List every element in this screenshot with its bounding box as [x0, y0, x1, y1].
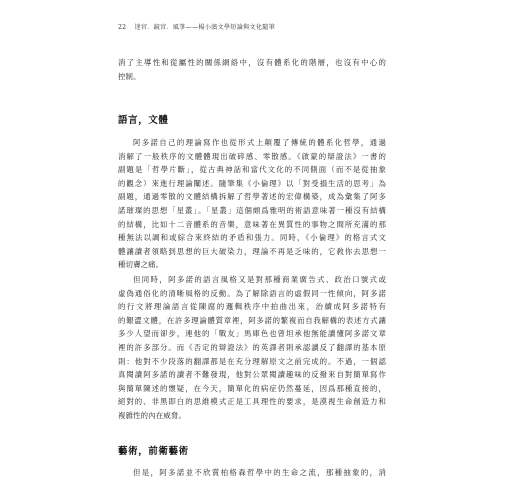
- text-line: 多少人望而卻步，連他的「戰友」馬庫色也曾坦承他無能讀懂阿多諾文章: [118, 329, 386, 339]
- text-line: 真閱讀阿多諾的讀者不難發現，他對公眾閱讀趣味的反撥來自對簡單寫作: [118, 370, 386, 380]
- text-line: 種切膚之痛。: [118, 260, 164, 270]
- running-header: [118, 22, 275, 31]
- text-line: 裡的許多部分。而《否定的辯證法》的英譯者則承認讀反了翻譯的基本原: [118, 342, 386, 352]
- text-line: 阿多諾自己的理論寫作也從形式上顛覆了傳統的體系化哲學，通過: [133, 138, 386, 147]
- page-number: 22: [118, 24, 127, 31]
- paragraph-art-1: [118, 466, 386, 480]
- text-line: 副題，通過零散的文體結構拆解了哲學著述的宏偉構築，成為彙集了阿多: [118, 192, 386, 202]
- text-line: 消了主導性和從屬性的關係網絡中，沒有體系化的階層，也沒有中心的: [118, 58, 386, 67]
- book-title: 迷宮．鏡宮．風箏——楊小濱文學短論與文化隨筆: [134, 24, 275, 31]
- text-line: 體讓讀者領略到思想的巨大破染力，理論不再是乏味的，它敎你去思想一: [118, 246, 386, 256]
- text-line: 的結構，比如十二音體系的音樂，意味著在異質性的事物之間所充滿的那: [118, 219, 386, 229]
- text-line: 種無法以調和或綜合來終結的矛盾和張力。同時，《小倫理》的格言式文: [118, 233, 386, 243]
- text-line: 的艱澀文體，在許多理論體質章裡，阿多諾的繁複而自我解構的表述方式讓: [118, 315, 386, 325]
- section-heading-art-avantgarde: 藝術，前衛藝術: [118, 446, 189, 457]
- paragraph-language-2: [118, 273, 386, 423]
- paragraph-top: [118, 56, 386, 83]
- paragraph-language-1: [118, 136, 386, 272]
- text-line: 複雜性的內在威脅。: [118, 410, 186, 420]
- text-line: 副題是「哲學片斷」，從古典神話和當代文化的不同側面（而不是從抽象: [118, 165, 386, 175]
- text-line: 絕對的、非黑即白的思維模式正是工具理性的要求，是漠視生命創造力和: [118, 397, 386, 407]
- text-line: 的行文將理論語言從陳腐的邏輯秩序中拍曲出來，治續成阿多諾特有: [118, 302, 386, 312]
- text-line: 但同時，阿多諾的語言風格又是對那種商業廣告式、政治口號式或: [133, 275, 386, 284]
- text-line: 控制。: [118, 71, 141, 81]
- section-heading-language-style: 語言，文體: [118, 115, 169, 126]
- text-line: 消解了一般秩序的文體體現出破碎感、零散感。《啟蒙的辯證法》一書的: [118, 151, 386, 161]
- text-line: 諾璀璨的思想「星叢」。「星叢」這個頗爲雅明的術語意味著一種沒有結構: [118, 205, 386, 215]
- text-line: 與簡單陳述的懷疑，在今天，簡單化的病症仍然蔓延，因爲那種直接的，: [118, 383, 386, 393]
- text-line: 虛偽通俗化的清晰風格的反動。為了解除語言的虛假同一性傾向，阿多諾: [118, 288, 386, 298]
- text-line: 但是，阿多諾並不欣賞柏格森哲學中的生命之流，那種抽象的，消: [133, 468, 386, 477]
- text-line: 則：他對不少段落的翻譯都是在充分理解原文之前完成的。不過，一個認: [118, 356, 386, 366]
- text-line: 的觀念）來進行理論闡述。隨筆集《小倫理》以「對受損生活的思考」為: [118, 178, 386, 188]
